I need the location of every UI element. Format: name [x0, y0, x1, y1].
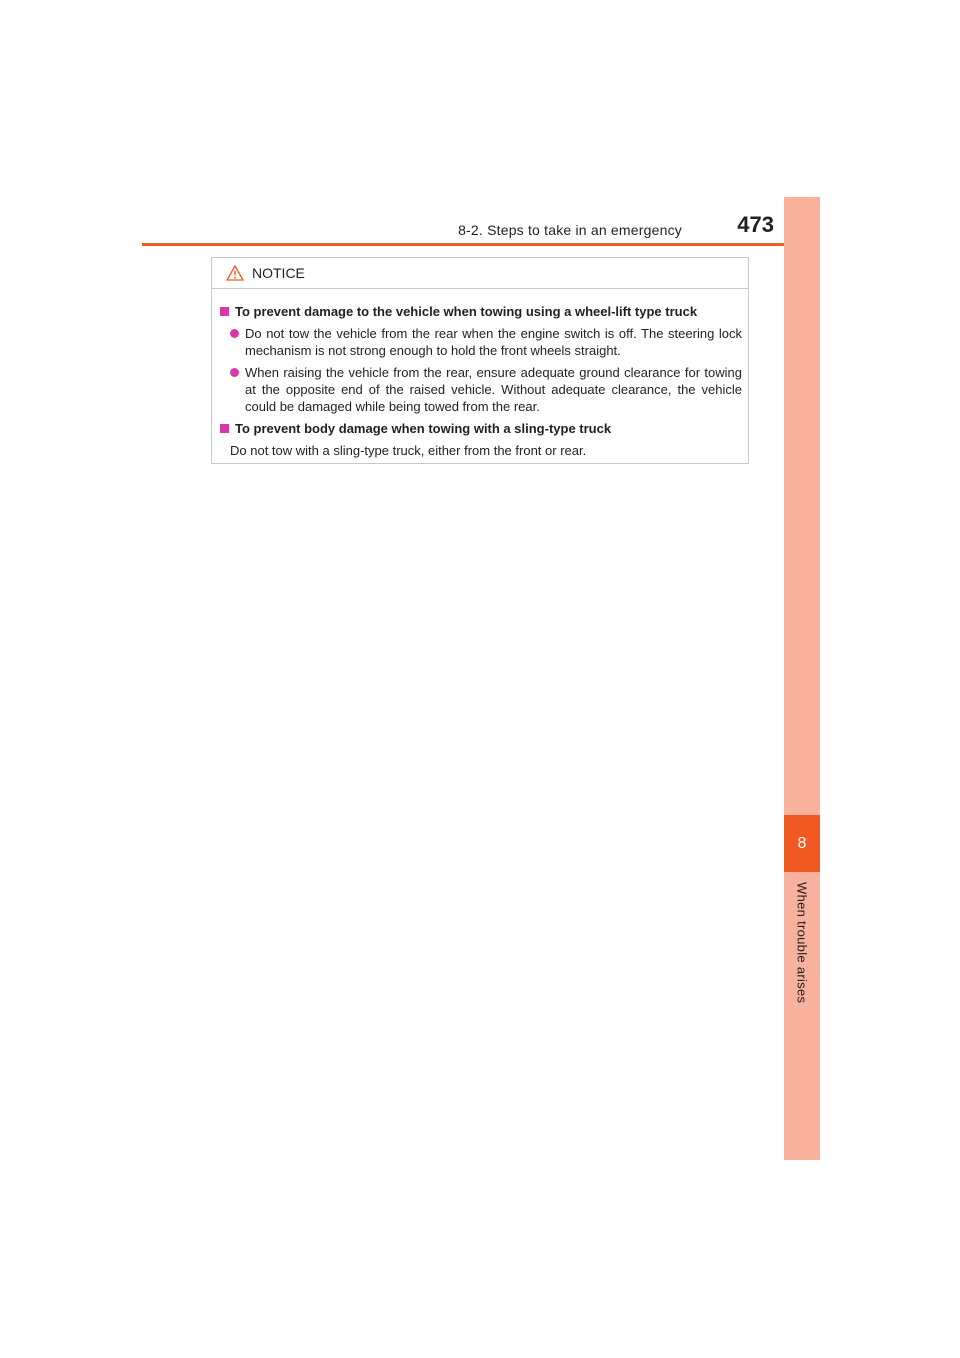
section-title: 8-2. Steps to take in an emergency — [458, 222, 682, 238]
list-item-text: When raising the vehicle from the rear, ensure adequate ground clearance for towing at the opposite end of the raised vehicle. Without adequate clearance, the vehicle could be damaged while being towed from the rear. — [245, 365, 742, 414]
notice-header — [212, 258, 748, 289]
section-body-text: Do not tow with a sling-type truck, either from the front or rear. — [230, 443, 587, 458]
section-heading-wheel-lift — [220, 303, 742, 320]
list-item — [230, 364, 742, 415]
header-rule — [142, 243, 820, 246]
square-bullet-icon — [220, 307, 229, 316]
notice-label: NOTICE — [252, 265, 305, 281]
list-item — [230, 325, 742, 359]
notice-body — [212, 289, 748, 459]
chapter-number-box — [784, 815, 820, 872]
list-item-text: Do not tow the vehicle from the rear when the engine switch is off. The steering lock mechanism is not strong enough to hold the front wheels straight. — [245, 326, 742, 358]
section-heading-text: To prevent body damage when towing with a sling-type truck — [235, 421, 612, 436]
chapter-side-tab — [784, 197, 820, 1160]
round-bullet-icon — [230, 329, 239, 338]
round-bullet-icon — [230, 368, 239, 377]
square-bullet-icon — [220, 424, 229, 433]
chapter-title: When trouble arises — [794, 882, 810, 1004]
chapter-number: 8 — [797, 834, 807, 852]
warning-triangle-icon — [226, 265, 244, 281]
section-heading-sling-type — [220, 420, 742, 437]
notice-box — [211, 257, 749, 464]
section-heading-text: To prevent damage to the vehicle when towing using a wheel-lift type truck — [235, 304, 698, 319]
page-number: 473 — [737, 212, 774, 237]
